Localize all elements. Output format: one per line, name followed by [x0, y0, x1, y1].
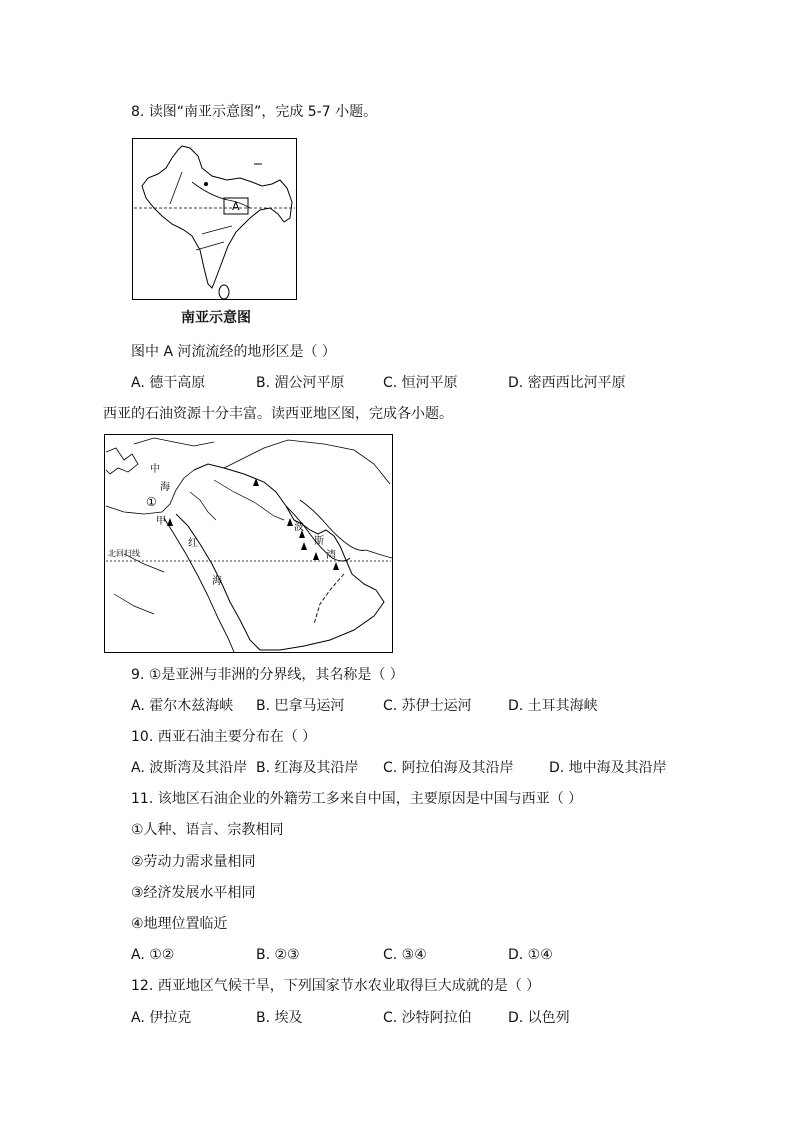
label-mediterranean-2: 海 — [160, 482, 170, 493]
label-persian-3: 湾 — [326, 550, 336, 561]
q10-option-c[interactable]: C. 阿拉伯海及其沿岸 — [383, 760, 514, 776]
q8-option-a[interactable]: A. 德干高原 — [131, 375, 206, 391]
label-persian-1: 波 — [294, 522, 304, 533]
q12-option-d[interactable]: D. 以色列 — [508, 1010, 570, 1026]
label-persian-2: 斯 — [314, 536, 324, 547]
q12-option-b[interactable]: B. 埃及 — [256, 1010, 303, 1026]
q8-prompt: 8. 读图“南亚示意图”，完成 5-7 小题。 — [131, 104, 378, 120]
west-asia-intro: 西亚的石油资源十分丰富。读西亚地区图，完成各小题。 — [103, 406, 453, 422]
map-label-a: A — [232, 200, 240, 213]
q11-statement-4: ④地理位置临近 — [131, 916, 228, 932]
label-mediterranean-1: 中 — [150, 464, 160, 475]
q8-option-b[interactable]: B. 湄公河平原 — [256, 375, 345, 391]
q12-question: 12. 西亚地区气候干旱，下列国家节水农业取得巨大成就的是（ ） — [131, 978, 541, 994]
south-asia-map — [132, 138, 297, 300]
west-asia-map — [104, 434, 393, 653]
q9-question: 9. ①是亚洲与非洲的分界线，其名称是（ ） — [131, 667, 404, 683]
q8-option-c[interactable]: C. 恒河平原 — [383, 375, 458, 391]
q10-option-d[interactable]: D. 地中海及其沿岸 — [549, 760, 667, 776]
q12-option-a[interactable]: A. 伊拉克 — [131, 1010, 192, 1026]
q11-statement-3: ③经济发展水平相同 — [131, 885, 256, 901]
q11-statement-1: ①人种、语言、宗教相同 — [131, 822, 284, 838]
west-asia-map-svg — [104, 434, 393, 653]
q9-option-d[interactable]: D. 土耳其海峡 — [508, 698, 598, 714]
q9-option-c[interactable]: C. 苏伊士运河 — [383, 698, 472, 714]
marker-1: ① — [146, 495, 157, 509]
q10-option-b[interactable]: B. 红海及其沿岸 — [256, 760, 359, 776]
south-asia-map-svg — [132, 138, 297, 300]
label-red-sea-2: 海 — [212, 576, 222, 587]
q10-question: 10. 西亚石油主要分布在（ ） — [131, 729, 317, 745]
q11-option-a[interactable]: A. ①② — [131, 947, 175, 963]
q11-option-d[interactable]: D. ①④ — [508, 947, 553, 963]
q11-option-c[interactable]: C. ③④ — [383, 947, 427, 963]
q9-option-a[interactable]: A. 霍尔木兹海峡 — [131, 698, 234, 714]
q9-option-b[interactable]: B. 巴拿马运河 — [256, 698, 345, 714]
label-tropic: 北回归线 — [108, 549, 140, 558]
q8-option-d[interactable]: D. 密西西比河平原 — [508, 375, 626, 391]
south-asia-map-caption: 南亚示意图 — [181, 310, 251, 326]
q8-question: 图中 A 河流流经的地形区是（ ） — [131, 344, 336, 360]
label-red-sea-1: 红 — [188, 538, 198, 549]
q11-option-b[interactable]: B. ②③ — [256, 947, 300, 963]
q11-question: 11. 该地区石油企业的外籍劳工多来自中国，主要原因是中国与西亚（ ） — [131, 791, 583, 807]
q10-option-a[interactable]: A. 波斯湾及其沿岸 — [131, 760, 248, 776]
label-jia: 甲 — [156, 516, 166, 527]
q12-option-c[interactable]: C. 沙特阿拉伯 — [383, 1010, 472, 1026]
q11-statement-2: ②劳动力需求量相同 — [131, 854, 256, 870]
